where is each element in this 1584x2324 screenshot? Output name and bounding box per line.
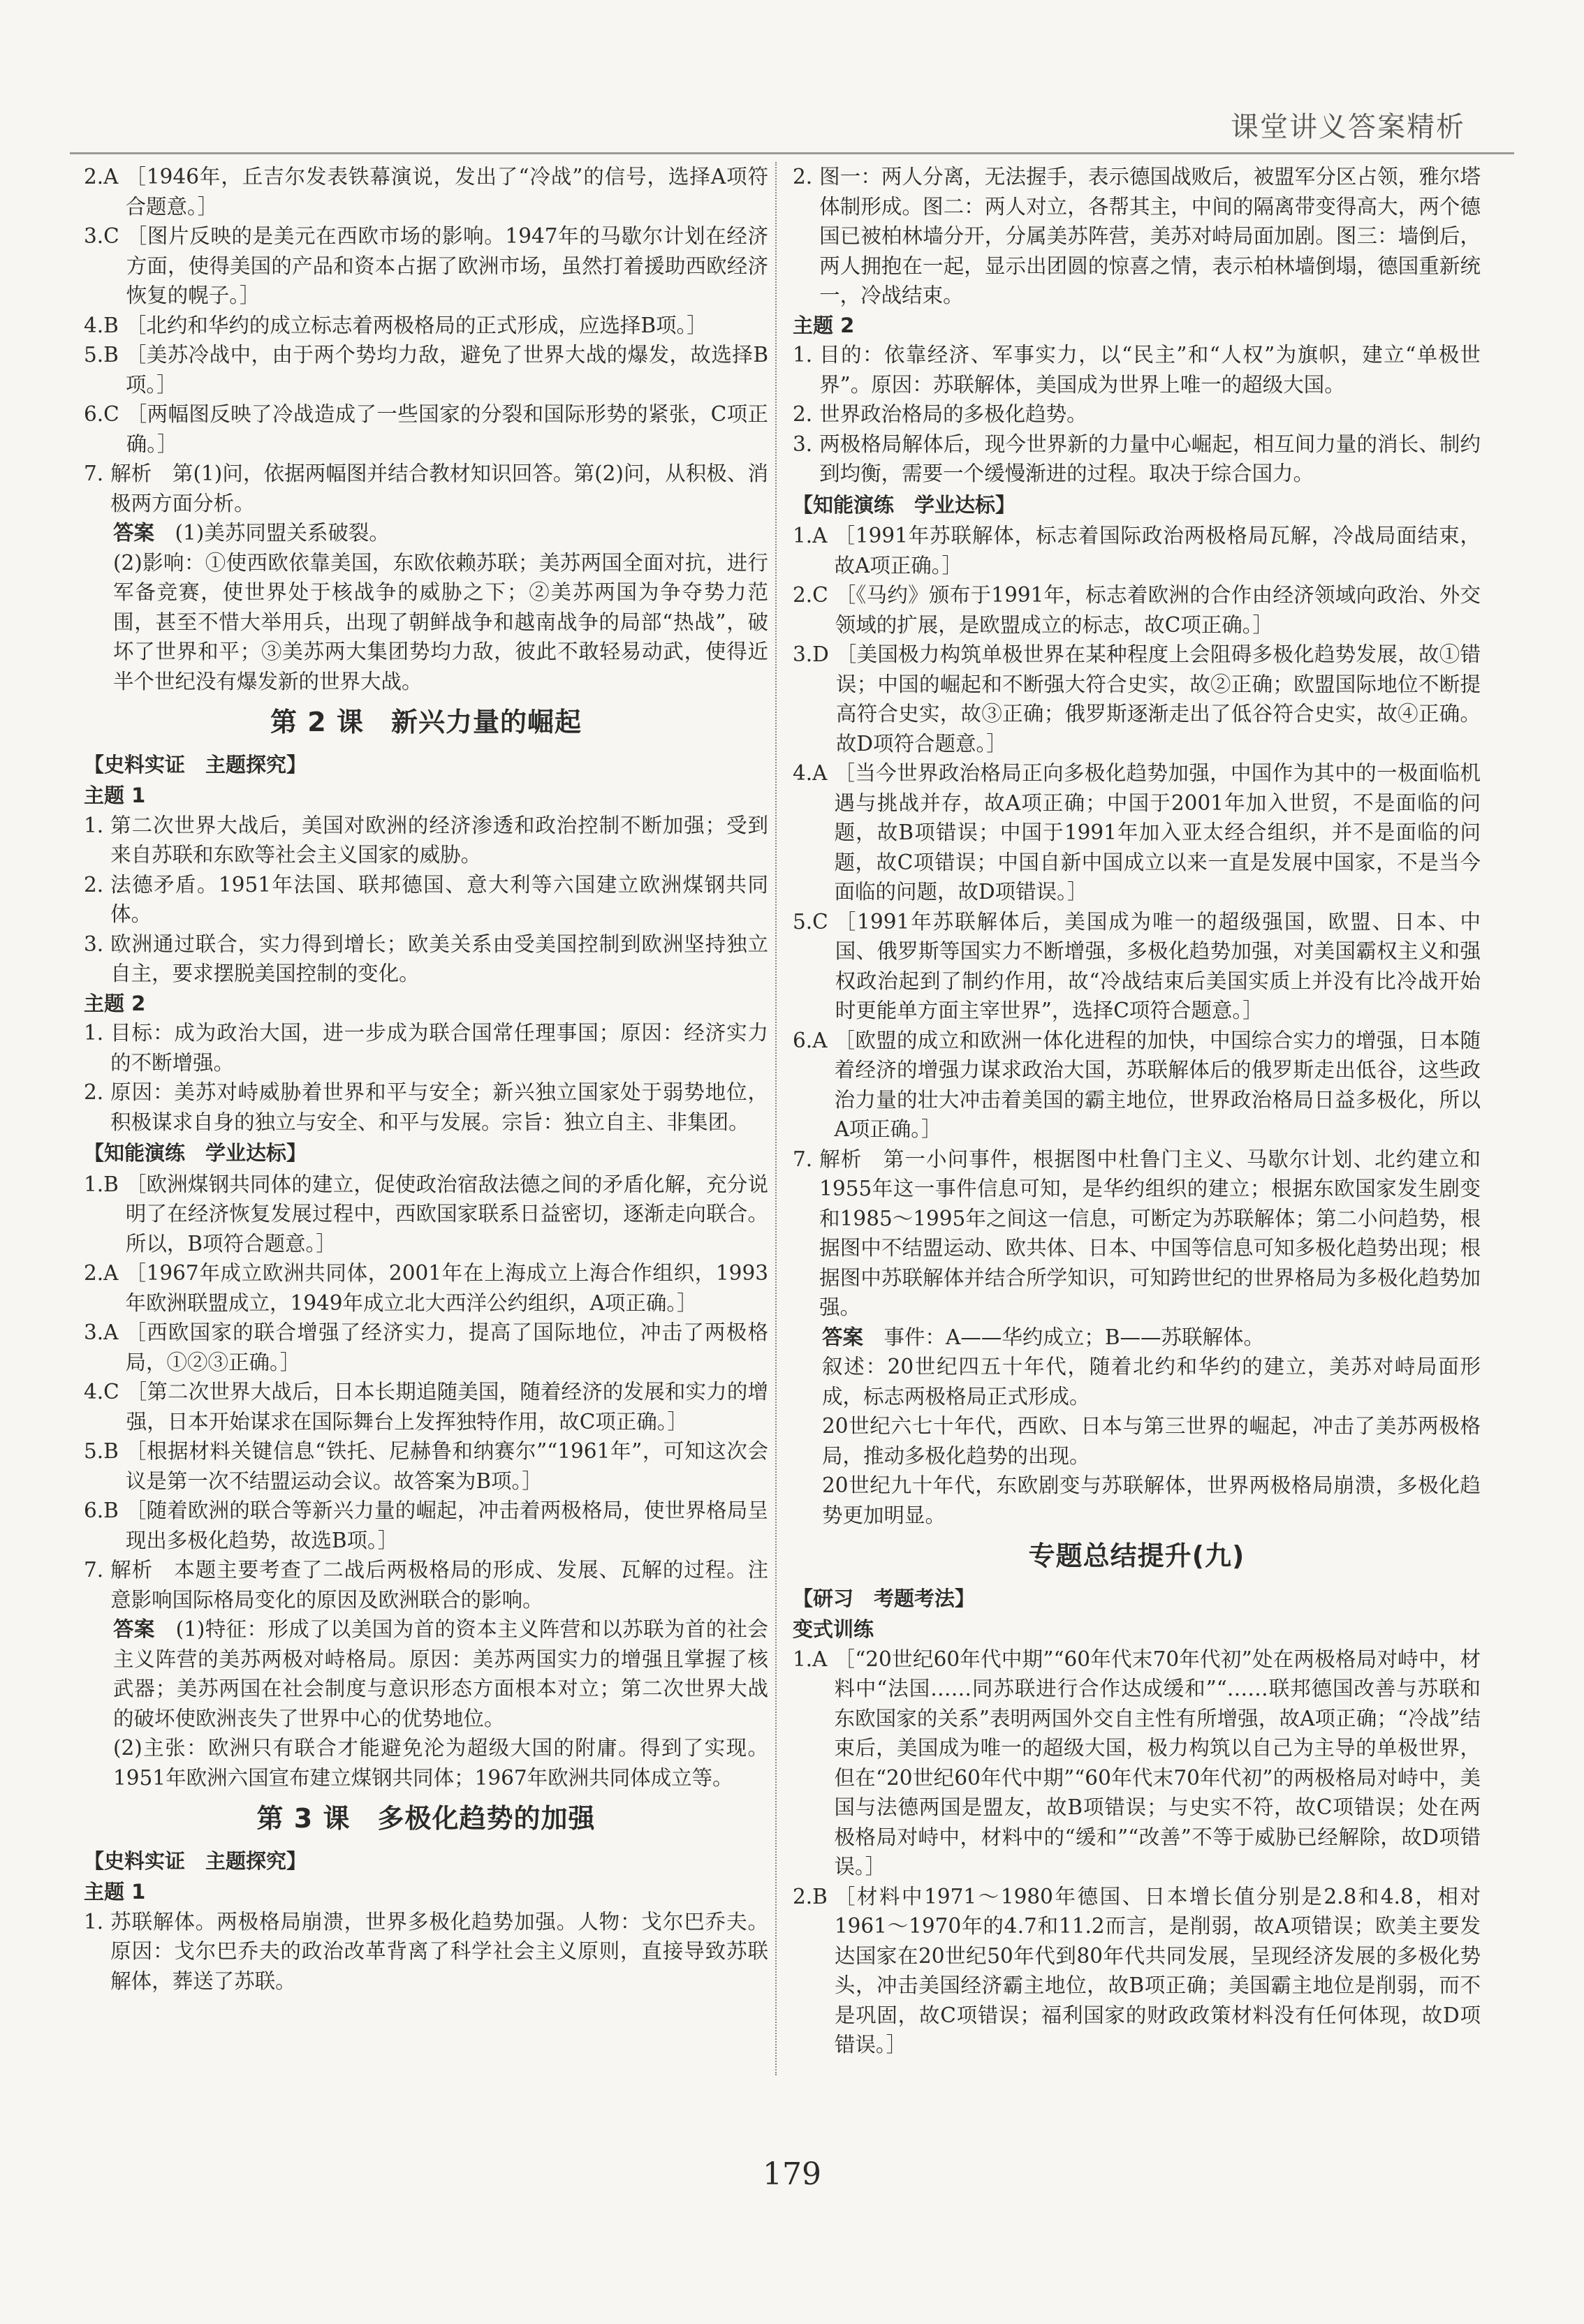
item-number: 5.B — [84, 1439, 119, 1463]
item-number: 6.A — [793, 1028, 828, 1052]
item-text: ［“20世纪60年代中期”“60年代末70年代初”处在两极格局对峙中，材料中“法国……同苏联进行合作达成缓和”“……联邦德国改善与苏联和东欧国家的关系”表明两国外交自主性有所增强，故A项正确；“冷战”结束后，美国成为唯一的超级大国，极力构筑以自己为主导的单极世界，但在“20世纪60年代中期”“60年代末70年代初”的两极格局对峙中，美国与法德两国是盟友，故B项错误；与史实不符，故C项错误；处在两极格局对峙中，材料中的“缓和”“改善”不等于威胁已经解除，故D项错误。］ — [834, 1647, 1481, 1878]
list-item — [84, 1907, 768, 1996]
item-number: 2.C — [793, 583, 828, 607]
answer-line — [793, 1323, 1481, 1353]
column-divider — [775, 162, 777, 2075]
answer-label: 答案 — [113, 521, 155, 545]
item-text: ［欧洲煤钢共同体的建立，促使政治宿敌法德之间的矛盾化解，充分说明了在经济恢复发展过程中，西欧国家联系日益密切，逐渐走向联合。所以，B项符合题意。］ — [125, 1172, 768, 1256]
item-text: 世界政治格局的多极化趋势。 — [819, 402, 1087, 426]
list-item — [793, 1645, 1481, 1882]
item-number: 1. — [793, 343, 813, 367]
item-number: 2. — [793, 402, 813, 426]
item-number: 1.B — [84, 1172, 119, 1196]
item-number: 6.B — [84, 1499, 119, 1522]
item-number: 1.A — [793, 524, 828, 547]
item-number: 5.C — [793, 909, 828, 934]
list-item — [793, 162, 1481, 311]
list-item — [84, 929, 768, 989]
item-text: 目的：依靠经济、军事实力，以“民主”和“人权”为旗帜，建立“单极世界”。原因：苏联解体，美国成为世界上唯一的超级大国。 — [819, 343, 1481, 397]
item-text: ［北约和华约的成立标志着两极格局的正式形成，应选择B项。］ — [125, 313, 707, 337]
item-number: 3.D — [793, 642, 829, 666]
page-number: 179 — [763, 2156, 821, 2192]
item-text: 图一：两人分离，无法握手，表示德国战败后，被盟军分区占领，雅尔塔体制形成。图二：两人对立，各帮其主，中间的隔离带变得高大，两个德国已被柏林墙分开，分属美苏阵营，美苏对峙局面加剧。图三：墙倒后，两人拥抱在一起，显示出团圆的惊喜之情，表示柏林墙倒塌，德国重新统一，冷战结束。 — [819, 165, 1481, 307]
item-text: ［材料中1971～1980年德国、日本增长值分别是2.8和4.8，相对1961～1970年的4.7和11.2而言，是削弱，故A项错误；欧美主要发达国家在20世纪50年代到80年代共同发展，呈现经济发展的多极化势头，冲击美国经济霸主地位，故B项正确；美国霸主地位是削弱，而不是巩固，故C项错误；福利国家的财政政策材料没有任何体现，故D项错误。］ — [834, 1884, 1481, 2057]
item-text: ［欧盟的成立和欧洲一体化进程的加快，中国综合实力的增强，日本随着经济的增强力谋求政治大国，苏联解体后的俄罗斯走出低谷，这些政治力量的壮大冲击着美国的霸主地位，世界政治格局日益多极化，所以A项正确。］ — [834, 1028, 1481, 1141]
item-text: ［《马约》颁布于1991年，标志着欧洲的合作由经济领域向政治、外交领域的扩展，是欧盟成立的标志，故C项正确。］ — [835, 583, 1481, 637]
topic-heading: 主题 2 — [793, 313, 855, 337]
item-text: ［1967年成立欧洲共同体，2001年在上海成立上海合作组织，1993年欧洲联盟成立，1949年成立北大西洋公约组织，A项正确。］ — [125, 1261, 768, 1315]
answer-text: 事件：A——华约成立；B——苏联解体。 — [883, 1325, 1265, 1349]
section-heading: 【研习 考题考法】 — [793, 1586, 976, 1610]
item-number: 7. — [84, 462, 104, 485]
topic-heading: 主题 1 — [84, 1880, 146, 1904]
running-header: 课堂讲义答案精析 — [1231, 111, 1465, 143]
item-number: 7. — [793, 1147, 813, 1171]
list-item — [84, 340, 768, 399]
answer-text: (2)影响：①使西欧依靠美国，东欧依赖苏联；美苏两国全面对抗，进行军备竞赛，使世界处于核战争的威胁之下；②美苏两国为争夺势力范围，甚至不惜大举用兵，出现了朝鲜战争和越南战争的局部“热战”，破坏了世界和平；③美苏两大集团势均力敌，彼此不敢轻易动武，使得近半个世纪没有爆发新的世界大战。 — [113, 550, 768, 693]
item-text: ［1991年苏联解体后，美国成为唯一的超级强国，欧盟、日本、中国、俄罗斯等国实力不断增强，多极化趋势加强，对美国霸权主义和强权政治起到了制约作用，故“冷战结束后美国实质上并没有比冷战开始时更能单方面主宰世界”，选择C项符合题意。］ — [835, 909, 1481, 1022]
answer-text: (1)特征：形成了以美国为首的资本主义阵营和以苏联为首的社会主义阵营的美苏两极对峙格局。原因：美苏两国实力的增强且掌握了核武器；美苏两国在社会制度与意识形态方面根本对立；第二次世界大战的破坏使欧洲丧失了世界中心的优势地位。 — [113, 1617, 768, 1730]
list-item — [793, 1145, 1481, 1323]
item-text: ［两幅图反映了冷战造成了一些国家的分裂和国际形势的紧张，C项正确。］ — [126, 402, 768, 456]
item-text: ［图片反映的是美元在西欧市场的影响。1947年的马歇尔计划在经济方面，使得美国的产品和资本占据了欧洲市场，虽然打着援助西欧经济恢复的幌子。］ — [126, 224, 768, 307]
item-number: 3.A — [84, 1321, 119, 1344]
list-item — [793, 907, 1481, 1026]
item-text: 两极格局解体后，现今世界新的力量中心崛起，相互间力量的消长、制约到均衡，需要一个缓慢渐进的过程。取决于综合国力。 — [819, 432, 1481, 485]
item-text: 解析 本题主要考查了二战后两极格局的形成、发展、瓦解的过程。注意影响国际格局变化的原因及欧洲联合的影响。 — [110, 1558, 768, 1612]
list-item — [793, 580, 1481, 640]
list-item — [84, 1258, 768, 1318]
item-text: ［1946年，丘吉尔发表铁幕演说，发出了“冷战”的信号，选择A项符合题意。］ — [125, 165, 768, 219]
list-item — [84, 1377, 768, 1436]
item-text: 目标：成为政治大国，进一步成为联合国常任理事国；原因：经济实力的不断增强。 — [110, 1021, 768, 1075]
list-item — [84, 1496, 768, 1555]
list-item — [84, 1018, 768, 1078]
item-number: 1.A — [793, 1647, 828, 1671]
item-number: 1. — [84, 1909, 104, 1934]
list-item — [84, 1555, 768, 1615]
item-number: 2. — [84, 872, 104, 897]
header-rule — [70, 152, 1514, 154]
list-item — [793, 429, 1481, 489]
section-heading: 【知能演练 学业达标】 — [84, 1141, 307, 1165]
item-text: 法德矛盾。1951年法国、联邦德国、意大利等六国建立欧洲煤钢共同体。 — [110, 872, 768, 926]
section-heading: 【史料实证 主题探究】 — [84, 1848, 307, 1873]
item-number: 1. — [84, 813, 104, 837]
item-number: 4.C — [84, 1380, 119, 1404]
item-text: ［根据材料关键信息“铁托、尼赫鲁和纳赛尔”“1961年”，可知这次会议是第一次不结盟运动会议。故答案为B项。］ — [125, 1439, 768, 1493]
item-number: 2. — [793, 165, 813, 189]
item-number: 2.B — [793, 1884, 828, 1909]
lesson-3-title: 第 3 课 多极化趋势的加强 — [256, 1803, 596, 1834]
item-text: 欧洲通过联合，实力得到增长；欧美关系由受美国控制到欧洲坚持独立自主，要求摆脱美国控制的变化。 — [110, 932, 768, 985]
answer-text: 20世纪六七十年代，西欧、日本与第三世界的崛起，冲击了美苏两极格局，推动多极化趋势的出现。 — [822, 1414, 1481, 1468]
section-heading: 【知能演练 学业达标】 — [793, 492, 1016, 517]
left-column — [84, 162, 768, 1996]
item-text: ［当今世界政治格局正向多极化趋势加强，中国作为其中的一极面临机遇与挑战并存，故A项正确；中国于2001年加入世贸，不是面临的问题，故B项错误；中国于1991年加入亚太经合组织，并不是面临的问题，故C项错误；中国自新中国成立以来一直是发展中国家，不是当今面临的问题，故D项错误。］ — [834, 761, 1481, 904]
item-text: ［第二次世界大战后，日本长期追随美国，随着经济的发展和实力的增强，日本开始谋求在国际舞台上发挥独特作用，故C项正确。］ — [126, 1380, 768, 1434]
list-item — [793, 521, 1481, 580]
summary-title: 专题总结提升(九) — [1028, 1540, 1245, 1571]
list-item — [84, 221, 768, 311]
item-number: 4.A — [793, 761, 828, 785]
item-text: 第二次世界大战后，美国对欧洲的经济渗透和政治控制不断加强；受到来自苏联和东欧等社会主义国家的威胁。 — [110, 813, 768, 867]
item-number: 6.C — [84, 402, 119, 426]
answer-line — [84, 518, 768, 548]
list-item — [84, 1170, 768, 1259]
list-item — [84, 1436, 768, 1496]
item-text: ［1991年苏联解体，标志着国际政治两极格局瓦解，冷战局面结束，故A项正确。］ — [834, 524, 1481, 578]
answer-text: 叙述：20世纪四五十年代，随着北约和华约的建立，美苏对峙局面形成，标志两极格局正式形成。 — [822, 1355, 1481, 1409]
item-text: 解析 第一小问事件，根据图中杜鲁门主义、马歇尔计划、北约建立和1955年这一事件信息可知，是华约组织的建立；根据东欧国家发生剧变和1985～1995年之间这一信息，可断定为苏联解体；第二小问趋势，根据图中不结盟运动、欧共体、日本、中国等信息可知多极化趋势出现；根据图中苏联解体并结合所学知识，可知跨世纪的世界格局为多极化趋势加强。 — [819, 1147, 1481, 1319]
item-number: 2.A — [84, 1261, 119, 1285]
item-text: 苏联解体。两极格局崩溃，世界多极化趋势加强。人物：戈尔巴乔夫。原因：戈尔巴乔夫的政治改革背离了科学社会主义原则，直接导致苏联解体，葬送了苏联。 — [110, 1909, 768, 1993]
item-number: 4.B — [84, 313, 119, 337]
item-number: 5.B — [84, 343, 119, 367]
answer-text: 20世纪九十年代，东欧剧变与苏联解体，世界两极格局崩溃，多极化趋势更加明显。 — [822, 1473, 1481, 1527]
list-item — [84, 870, 768, 929]
list-item — [793, 640, 1481, 758]
item-number: 1. — [84, 1021, 104, 1045]
list-item — [84, 1318, 768, 1377]
topic-heading: 主题 2 — [84, 991, 146, 1015]
list-item — [84, 1078, 768, 1137]
item-text: ［随着欧洲的联合等新兴力量的崛起，冲击着两极格局，使世界格局呈现出多极化趋势，故选B项。］ — [125, 1499, 768, 1552]
answer-line — [84, 1615, 768, 1733]
item-number: 3.C — [84, 224, 119, 248]
item-number: 3. — [84, 932, 104, 956]
item-number: 2. — [84, 1080, 104, 1104]
item-text: ［美国极力构筑单极世界在某种程度上会阻碍多极化趋势发展，故①错误；中国的崛起和不断强大符合史实，故②正确；欧盟国际地位不断提高符合史实，故③正确；俄罗斯逐渐走出了低谷符合史实，故④正确。故D项符合题意。］ — [835, 642, 1481, 756]
list-item — [84, 811, 768, 870]
answer-label: 答案 — [822, 1325, 864, 1349]
left-top-items — [84, 162, 768, 696]
list-item — [84, 311, 768, 341]
list-item — [84, 399, 768, 459]
right-column — [793, 162, 1481, 2060]
item-number: 7. — [84, 1558, 104, 1582]
section-heading: 【史料实证 主题探究】 — [84, 752, 307, 777]
list-item — [84, 459, 768, 518]
list-item — [793, 340, 1481, 399]
list-item — [793, 1882, 1481, 2060]
lesson-2-title: 第 2 课 新兴力量的崛起 — [270, 707, 582, 737]
answer-text: (1)美苏同盟关系破裂。 — [175, 521, 390, 545]
item-number: 2.A — [84, 165, 119, 189]
subsection-heading: 变式训练 — [793, 1617, 874, 1641]
answer-label: 答案 — [113, 1617, 155, 1641]
item-text: 解析 第(1)问，依据两幅图并结合教材知识回答。第(2)问，从积极、消极两方面分析。 — [110, 462, 768, 515]
list-item — [793, 758, 1481, 907]
topic-heading: 主题 1 — [84, 784, 146, 807]
list-item — [793, 399, 1481, 429]
item-text: ［美苏冷战中，由于两个势均力敌，避免了世界大战的爆发，故选择B项。］ — [125, 343, 768, 397]
item-text: 原因：美苏对峙威胁着世界和平与安全；新兴独立国家处于弱势地位，积极谋求自身的独立与安全、和平与发展。宗旨：独立自主、非集团。 — [110, 1080, 768, 1134]
item-number: 3. — [793, 432, 813, 456]
list-item — [84, 162, 768, 221]
list-item — [793, 1026, 1481, 1145]
answer-text: (2)主张：欧洲只有联合才能避免沦为超级大国的附庸。得到了实现。1951年欧洲六国宣布建立煤钢共同体；1967年欧洲共同体成立等。 — [113, 1736, 768, 1790]
item-text: ［西欧国家的联合增强了经济实力，提高了国际地位，冲击了两极格局，①②③正确。］ — [125, 1321, 768, 1374]
